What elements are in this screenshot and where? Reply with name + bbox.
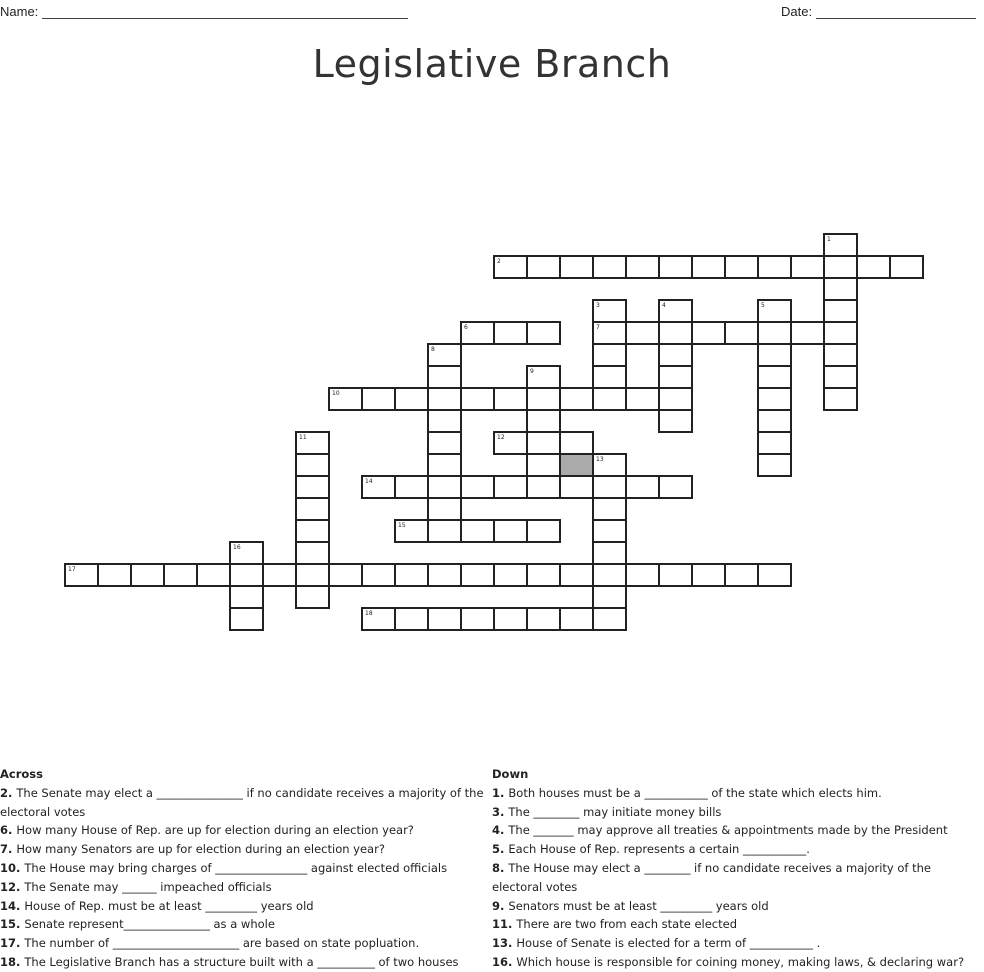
clue-number-dot: . <box>16 936 25 951</box>
crossword-cell[interactable] <box>592 321 627 345</box>
crossword-cell[interactable] <box>394 607 429 631</box>
clue-text: The number of ______________________ are based on state popluation. <box>24 936 420 951</box>
crossword-cell[interactable] <box>592 299 627 323</box>
crossword-cell[interactable] <box>526 387 561 411</box>
clue-number-dot: . <box>8 842 17 857</box>
crossword-cell[interactable] <box>262 563 297 587</box>
crossword-cell[interactable] <box>592 387 627 411</box>
clue-number: 4 <box>492 823 501 838</box>
clue-number: 14 <box>0 898 17 913</box>
crossword-cell[interactable] <box>427 563 462 587</box>
crossword-cell[interactable] <box>757 409 792 433</box>
crossword-cell[interactable] <box>757 321 792 345</box>
crossword-cell[interactable] <box>394 387 429 411</box>
crossword-cell[interactable] <box>559 387 594 411</box>
cell-number: 10 <box>332 390 340 397</box>
crossword-cell[interactable] <box>493 255 528 279</box>
clue-text: The ________ may initiate money bills <box>508 804 722 819</box>
crossword-cell[interactable] <box>130 563 165 587</box>
clue-across-6 <box>0 821 492 840</box>
cell-number: 3 <box>596 302 600 309</box>
clue-text: House of Rep. must be at least _________ years old <box>24 898 314 913</box>
crossword-cell[interactable] <box>823 387 858 411</box>
clue-number: 9 <box>492 898 501 913</box>
crossword-cell[interactable] <box>757 387 792 411</box>
clue-number-dot: . <box>500 842 509 857</box>
clue-number-dot: . <box>508 936 517 951</box>
clue-down-16 <box>492 953 984 972</box>
crossword-cell[interactable] <box>658 475 693 499</box>
clue-number: 17 <box>0 936 17 951</box>
clue-text: The _______ may approve all treaties & appointments made by the President <box>508 823 948 838</box>
across-clues <box>0 765 492 972</box>
crossword-cell[interactable] <box>196 563 231 587</box>
clue-text: Senators must be at least _________ years old <box>508 898 769 913</box>
crossword-cell[interactable] <box>493 475 528 499</box>
crossword-cell[interactable] <box>427 343 462 367</box>
shaded-cell <box>559 453 594 477</box>
clue-number: 10 <box>0 860 17 875</box>
crossword-cell[interactable] <box>493 387 528 411</box>
clue-down-3 <box>492 803 984 822</box>
crossword-cell[interactable] <box>757 299 792 323</box>
cell-number: 4 <box>662 302 666 309</box>
crossword-cell[interactable] <box>394 519 429 543</box>
clue-number-dot: . <box>8 823 17 838</box>
clue-number: 15 <box>0 917 17 932</box>
crossword-cell[interactable] <box>460 387 495 411</box>
crossword-cell[interactable] <box>427 519 462 543</box>
clue-number-dot: . <box>16 860 25 875</box>
crossword-cell[interactable] <box>592 607 627 631</box>
clue-number-dot: . <box>508 954 517 969</box>
cell-number: 15 <box>398 522 406 529</box>
crossword-cell[interactable] <box>592 255 627 279</box>
crossword-cell[interactable] <box>295 431 330 455</box>
crossword-cell[interactable] <box>790 321 825 345</box>
crossword-cell[interactable] <box>592 453 627 477</box>
crossword-cell[interactable] <box>295 519 330 543</box>
clue-text: There are two from each state elected <box>516 917 737 932</box>
crossword-cell[interactable] <box>295 585 330 609</box>
clue-number-dot: . <box>500 785 509 800</box>
clue-number-dot: . <box>508 917 517 932</box>
clue-number-dot: . <box>500 804 509 819</box>
cell-number: 13 <box>596 456 604 463</box>
cell-number: 2 <box>497 258 501 265</box>
clue-text: House of Senate is elected for a term of ___________ . <box>516 936 821 951</box>
crossword-cell[interactable] <box>592 563 627 587</box>
crossword-cell[interactable] <box>658 563 693 587</box>
crossword-cell[interactable] <box>592 585 627 609</box>
clue-down-1 <box>492 784 984 803</box>
clue-number-dot: . <box>8 785 17 800</box>
cell-number: 17 <box>68 566 76 573</box>
clue-text: How many House of Rep. are up for election during an election year? <box>16 823 414 838</box>
clue-text: The Senate may elect a _______________ if no candidate receives a majority of the electoral votes <box>0 785 484 819</box>
clue-text: The House may bring charges of ________________ against elected officials <box>24 860 448 875</box>
crossword-cell[interactable] <box>823 299 858 323</box>
crossword-cell[interactable] <box>757 365 792 389</box>
clue-number: 5 <box>492 842 501 857</box>
cell-number: 6 <box>464 324 468 331</box>
clue-down-5 <box>492 840 984 859</box>
crossword-cell[interactable] <box>592 497 627 521</box>
crossword-cell[interactable] <box>724 255 759 279</box>
crossword-cell[interactable] <box>790 255 825 279</box>
crossword-cell[interactable] <box>295 497 330 521</box>
crossword-cell[interactable] <box>229 585 264 609</box>
crossword-cell[interactable] <box>559 431 594 455</box>
crossword-cell[interactable] <box>724 563 759 587</box>
crossword-cell[interactable] <box>625 387 660 411</box>
crossword-cell[interactable] <box>592 475 627 499</box>
crossword-cell[interactable] <box>823 343 858 367</box>
crossword-cell[interactable] <box>361 387 396 411</box>
cell-number: 5 <box>761 302 765 309</box>
clue-across-2 <box>0 784 492 822</box>
crossword-cell[interactable] <box>493 607 528 631</box>
crossword-cell[interactable] <box>229 541 264 565</box>
clue-down-13 <box>492 934 984 953</box>
crossword-cell[interactable] <box>526 519 561 543</box>
crossword-cell[interactable] <box>592 519 627 543</box>
crossword-cell[interactable] <box>460 607 495 631</box>
clue-number-dot: . <box>500 823 509 838</box>
crossword-cell[interactable] <box>493 519 528 543</box>
crossword-cell[interactable] <box>526 475 561 499</box>
crossword-cell[interactable] <box>559 255 594 279</box>
clue-across-10 <box>0 859 492 878</box>
crossword-cell[interactable] <box>427 365 462 389</box>
clue-text: Senate represent_______________ as a whole <box>24 917 275 932</box>
crossword-cell[interactable] <box>625 255 660 279</box>
crossword-cell[interactable] <box>427 475 462 499</box>
crossword-cell[interactable] <box>559 475 594 499</box>
clue-down-9 <box>492 897 984 916</box>
crossword-cell[interactable] <box>295 475 330 499</box>
crossword-cell[interactable] <box>757 563 792 587</box>
clue-text: Which house is responsible for coining money, making laws, & declaring war? <box>516 954 965 969</box>
clue-number: 18 <box>0 954 17 969</box>
clue-number: 8 <box>492 860 501 875</box>
cell-number: 1 <box>827 236 831 243</box>
crossword-cell[interactable] <box>658 343 693 367</box>
crossword-cell[interactable] <box>295 541 330 565</box>
crossword-cell[interactable] <box>658 299 693 323</box>
clue-text: The Legislative Branch has a structure built with a __________ of two houses <box>24 954 459 969</box>
crossword-cell[interactable] <box>856 255 891 279</box>
crossword-cell[interactable] <box>592 541 627 565</box>
crossword-cell[interactable] <box>658 409 693 433</box>
clue-down-11 <box>492 915 984 934</box>
clue-number: 3 <box>492 804 501 819</box>
crossword-cell[interactable] <box>427 607 462 631</box>
crossword-cell[interactable] <box>64 563 99 587</box>
crossword-cell[interactable] <box>526 321 561 345</box>
crossword-cell[interactable] <box>757 255 792 279</box>
down-heading: Down <box>492 767 529 781</box>
crossword-cell[interactable] <box>526 453 561 477</box>
crossword-cell[interactable] <box>460 563 495 587</box>
clue-text: The Senate may ______ impeached officials <box>24 879 272 894</box>
cell-number: 9 <box>530 368 534 375</box>
crossword-cell[interactable] <box>361 607 396 631</box>
clue-across-7 <box>0 840 492 859</box>
cell-number: 12 <box>497 434 505 441</box>
clue-down-8 <box>492 859 984 897</box>
crossword-cell[interactable] <box>229 563 264 587</box>
clue-across-14 <box>0 897 492 916</box>
clue-number-dot: . <box>500 860 509 875</box>
date-label: Date: <box>781 4 813 19</box>
crossword-cell[interactable] <box>823 255 858 279</box>
clue-number: 6 <box>0 823 9 838</box>
crossword-cell[interactable] <box>658 387 693 411</box>
cell-number: 14 <box>365 478 373 485</box>
crossword-cell[interactable] <box>592 365 627 389</box>
page-title: Legislative Branch <box>312 42 672 86</box>
clue-number-dot: . <box>16 917 25 932</box>
cell-number: 16 <box>233 544 241 551</box>
crossword-cell[interactable] <box>460 321 495 345</box>
cell-number: 8 <box>431 346 435 353</box>
crossword-cell[interactable] <box>559 563 594 587</box>
crossword-cell[interactable] <box>526 409 561 433</box>
clue-text: The House may elect a ________ if no candidate receives a majority of the electoral votes <box>492 860 932 894</box>
clue-number-dot: . <box>500 898 509 913</box>
crossword-cell[interactable] <box>493 563 528 587</box>
crossword-cell[interactable] <box>625 321 660 345</box>
crossword-cell[interactable] <box>625 563 660 587</box>
crossword-cell[interactable] <box>823 277 858 301</box>
clue-number: 2 <box>0 785 9 800</box>
crossword-cell[interactable] <box>493 431 528 455</box>
cell-number: 7 <box>596 324 600 331</box>
crossword-cell[interactable] <box>823 365 858 389</box>
crossword-cell[interactable] <box>757 343 792 367</box>
clue-across-12 <box>0 878 492 897</box>
crossword-cell[interactable] <box>526 365 561 389</box>
crossword-cell[interactable] <box>625 475 660 499</box>
crossword-cell[interactable] <box>427 497 462 521</box>
crossword-cell[interactable] <box>724 321 759 345</box>
crossword-cell[interactable] <box>163 563 198 587</box>
crossword-cell[interactable] <box>559 607 594 631</box>
clue-number: 16 <box>492 954 509 969</box>
crossword-cell[interactable] <box>691 563 726 587</box>
clue-number-dot: . <box>16 879 25 894</box>
crossword-cell[interactable] <box>394 563 429 587</box>
crossword-cell[interactable] <box>757 431 792 455</box>
crossword-cell[interactable] <box>658 321 693 345</box>
crossword-cell[interactable] <box>361 563 396 587</box>
across-heading: Across <box>0 767 43 781</box>
cell-number: 18 <box>365 610 373 617</box>
clue-number: 13 <box>492 936 509 951</box>
crossword-cell[interactable] <box>460 519 495 543</box>
cell-number: 11 <box>299 434 307 441</box>
clue-number-dot: . <box>16 898 25 913</box>
crossword-cell[interactable] <box>526 255 561 279</box>
crossword-cell[interactable] <box>394 475 429 499</box>
crossword-cell[interactable] <box>427 453 462 477</box>
clue-number: 1 <box>492 785 501 800</box>
name-label: Name: <box>0 4 39 19</box>
crossword-cell[interactable] <box>427 409 462 433</box>
crossword-cell[interactable] <box>691 321 726 345</box>
crossword-cell[interactable] <box>493 321 528 345</box>
clue-number: 12 <box>0 879 17 894</box>
crossword-cell[interactable] <box>526 563 561 587</box>
crossword-cell[interactable] <box>460 475 495 499</box>
clue-number: 11 <box>492 917 509 932</box>
clue-text: Both houses must be a ___________ of the state which elects him. <box>508 785 882 800</box>
clue-across-18 <box>0 953 492 972</box>
crossword-cell[interactable] <box>427 387 462 411</box>
crossword-cell[interactable] <box>658 365 693 389</box>
crossword-cell[interactable] <box>757 453 792 477</box>
crossword-cell[interactable] <box>658 255 693 279</box>
crossword-cell[interactable] <box>889 255 924 279</box>
clue-across-17 <box>0 934 492 953</box>
crossword-cell[interactable] <box>229 607 264 631</box>
crossword-cell[interactable] <box>427 431 462 455</box>
clue-down-4 <box>492 821 984 840</box>
crossword-cell[interactable] <box>328 563 363 587</box>
crossword-cell[interactable] <box>823 233 858 257</box>
crossword-cell[interactable] <box>295 453 330 477</box>
crossword-cell[interactable] <box>97 563 132 587</box>
clue-number-dot: . <box>16 954 25 969</box>
crossword-cell[interactable] <box>691 255 726 279</box>
crossword-cell[interactable] <box>526 431 561 455</box>
clue-number: 7 <box>0 842 9 857</box>
down-clues <box>492 765 984 972</box>
crossword-cell[interactable] <box>295 563 330 587</box>
crossword-cell[interactable] <box>823 321 858 345</box>
crossword-cell[interactable] <box>592 343 627 367</box>
crossword-cell[interactable] <box>526 607 561 631</box>
crossword-cell[interactable] <box>328 387 363 411</box>
clue-across-15 <box>0 915 492 934</box>
crossword-cell[interactable] <box>361 475 396 499</box>
clue-text: How many Senators are up for election during an election year? <box>16 842 385 857</box>
clue-text: Each House of Rep. represents a certain ___________. <box>508 842 810 857</box>
